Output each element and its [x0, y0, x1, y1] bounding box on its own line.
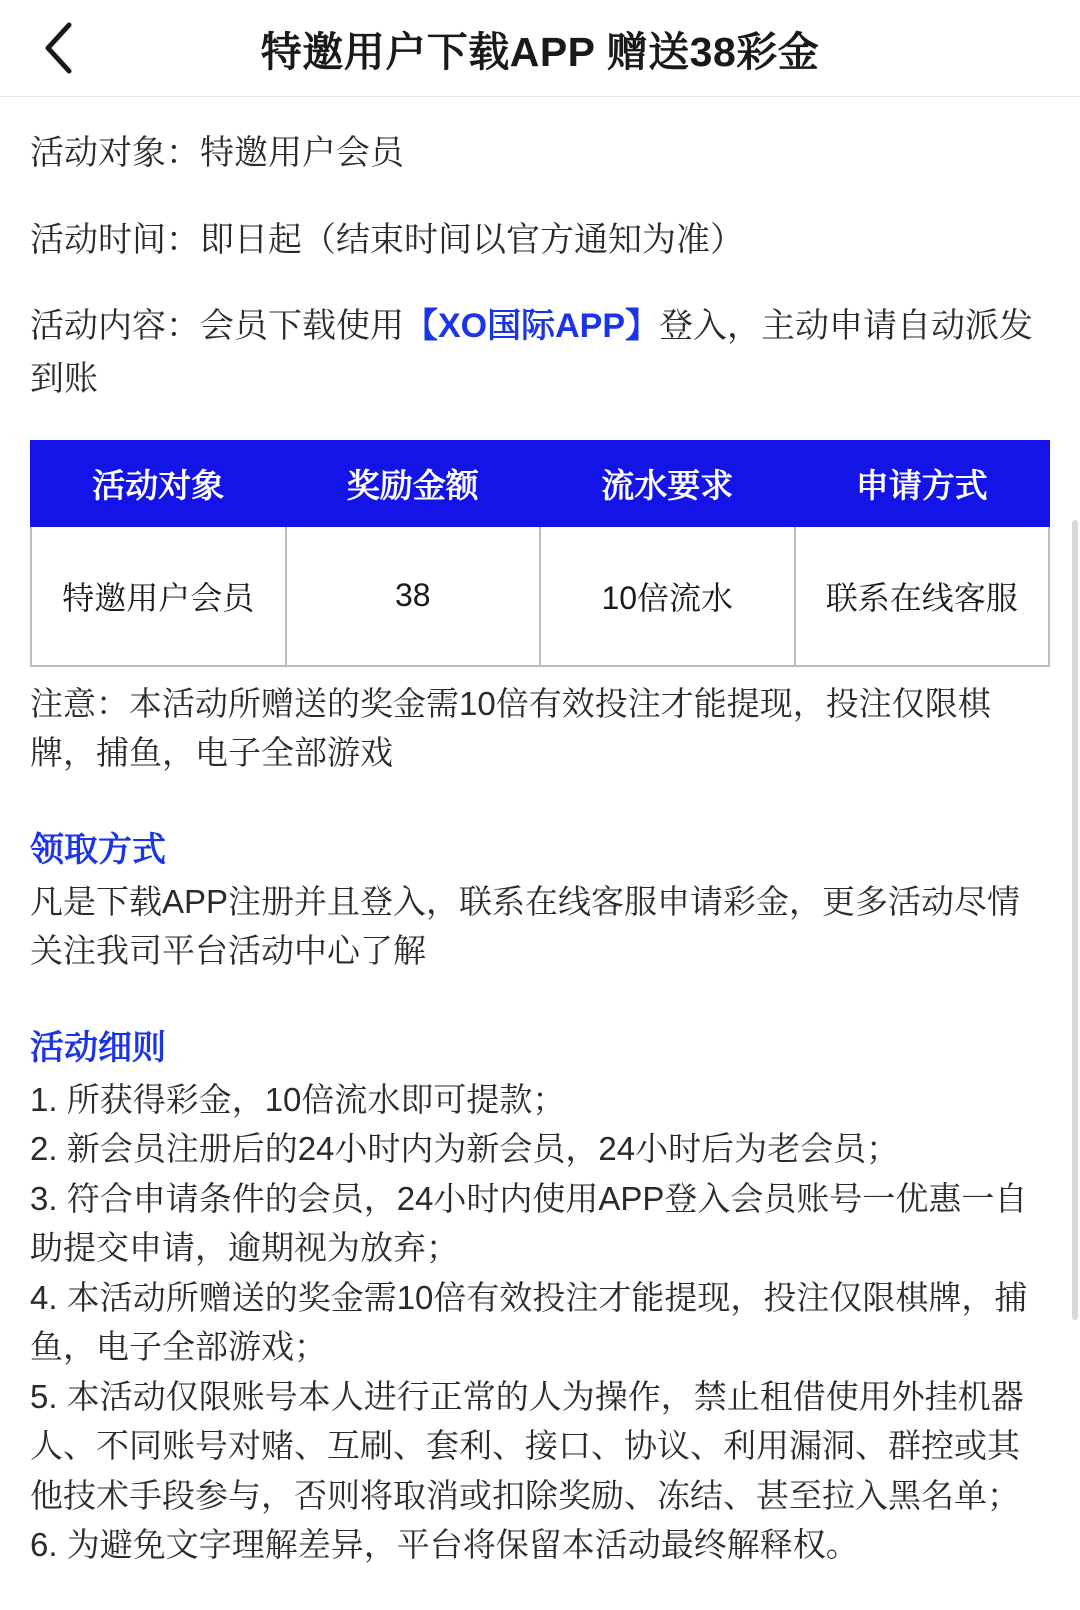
activity-content-suffix: 登入，主动申请自动派发到账	[30, 307, 1034, 399]
table-header-row	[31, 441, 1049, 526]
rule-item: 4. 本活动所赠送的奖金需10倍有效投注才能提现，投注仅限棋牌，捕鱼，电子全部游戏；	[30, 1278, 1028, 1366]
scrollbar[interactable]	[1072, 520, 1078, 1320]
activity-content-prefix: 活动内容：会员下载使用	[30, 307, 404, 346]
table-header-cell: 奖励金额	[286, 441, 541, 526]
rule-item: 1. 所获得彩金，10倍流水即可提款；	[30, 1080, 566, 1118]
table-cell: 联系在线客服	[795, 526, 1050, 666]
activity-time-line: 活动时间：即日起（结束时间以官方通知为准）	[30, 220, 744, 259]
rule-item: 2. 新会员注册后的24小时内为新会员，24小时后为老会员；	[30, 1130, 900, 1168]
activity-target-line: 活动对象：特邀用户会员	[30, 134, 404, 172]
rule-item: 5. 本活动仅限账号本人进行正常的人为操作，禁止租借使用外挂机器人、不同账号对赌、互刷、套利、接口、协议、利用漏洞、群控或其他技术手段参与，否则将取消或扣除奖励、冻结、甚至拉入黑名单；	[30, 1377, 1024, 1514]
rule-item: 6. 为避免文字理解差异，平台将保留本活动最终解释权。	[30, 1526, 859, 1564]
claim-section-body: 凡是下载APP注册并且登入，联系在线客服申请彩金，更多活动尽情关注我司平台活动中心了解	[30, 882, 1021, 970]
promo-table	[30, 440, 1050, 667]
app-name-highlight: 【XO国际APP】	[404, 307, 660, 346]
page-title: 特邀用户下载APP 赠送38彩金	[260, 28, 820, 75]
rules-section	[30, 1020, 1050, 1570]
activity-content-line	[30, 300, 1050, 405]
table-header-cell: 申请方式	[795, 441, 1050, 526]
table-cell: 38	[286, 526, 541, 666]
claim-section	[30, 822, 1050, 976]
promo-content	[0, 97, 1080, 1610]
rules-section-title: 活动细则	[30, 1028, 166, 1067]
table-cell: 10倍流水	[540, 526, 795, 666]
chevron-left-icon	[41, 20, 75, 76]
table-note: 注意：本活动所赠送的奖金需10倍有效投注才能提现，投注仅限棋牌，捕鱼，电子全部游戏	[30, 684, 991, 772]
table-cell: 特邀用户会员	[31, 526, 286, 666]
app-header	[0, 0, 1080, 97]
claim-section-title: 领取方式	[30, 830, 166, 869]
table-header-cell: 活动对象	[31, 441, 286, 526]
table-row	[31, 526, 1049, 666]
back-button[interactable]	[28, 18, 88, 78]
rule-item: 3. 符合申请条件的会员，24小时内使用APP登入会员账号一优惠一自助提交申请，逾期视为放弃；	[30, 1179, 1028, 1267]
table-header-cell: 流水要求	[540, 441, 795, 526]
